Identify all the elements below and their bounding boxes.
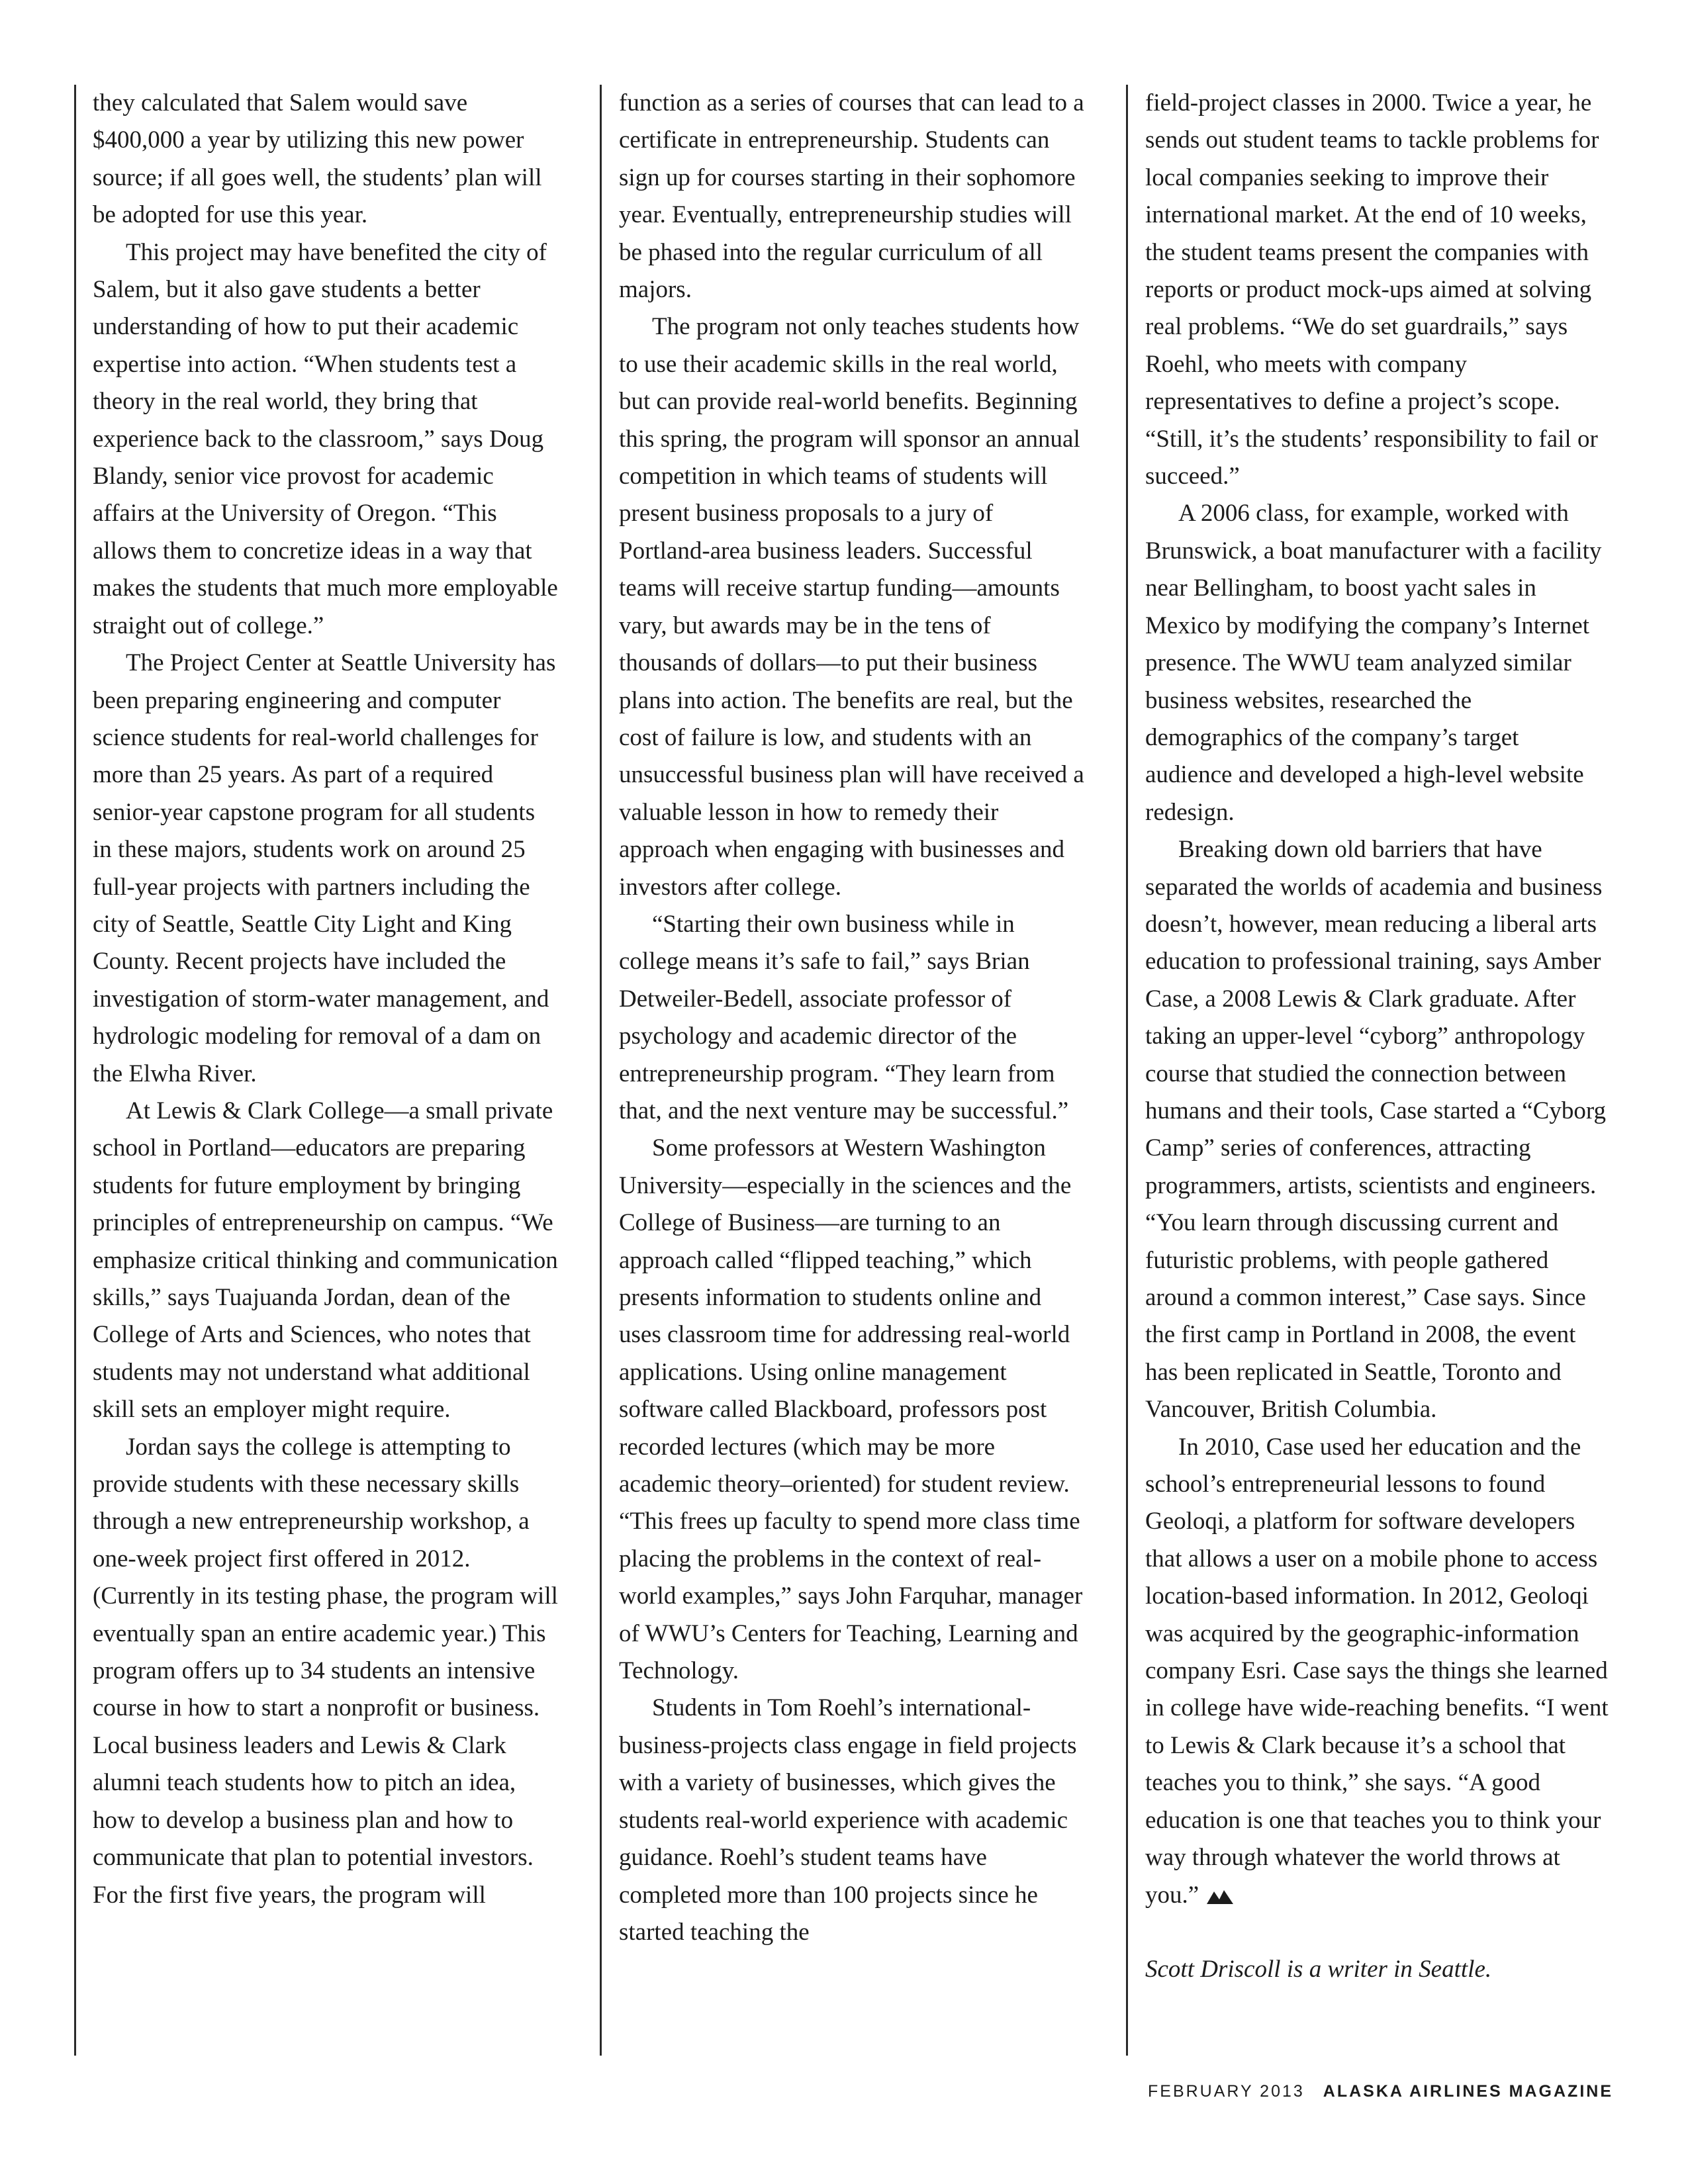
paragraph: The program not only teaches students how to use their academic skills in the real world, but can provide real-world benefits. Beginning this spring, the program will sponsor an annual competition in which teams of students will present business proposals to a jury of Portland-area business leaders. Successful teams will receive startup funding—amounts vary, but awards may be in the tens of thousands of dollars—to put their business plans into action. The benefits are real, but the cost of failure is low, and students with an unsuccessful business plan will have received a valuable lesson in how to remedy their approach when engaging with businesses and investors after college.	[619, 313, 1084, 901]
paragraph: Students in Tom Roehl’s international-business-projects class engage in field projects with a variety of businesses, which gives the students real-world experience with academic guidance. Roehl’s student teams have completed more than 100 projects since he started teaching the	[619, 1694, 1077, 1946]
paragraph: The Project Center at Seattle University has been preparing engineering and computer science students for real-world challenges for more than 25 years. As part of a required senior-year capstone program for all students in these majors, students work on around 25 full-year projects with partners including the city of Seattle, Seattle City Light and King County. Recent projects have included the investigation of storm-water management, and hydrologic modeling for removal of a dam on the Elwha River.	[93, 649, 556, 1087]
last-paragraph	[1145, 1429, 1612, 1914]
paragraph: they calculated that Salem would save $400,000 a year by utilizing this new power source; if all goes well, the students’ plan will be adopted for use this year.	[93, 89, 542, 229]
issue-date: FEBRUARY 2013	[1148, 2082, 1305, 2101]
column-rule-left	[74, 85, 76, 2056]
article-column-3	[1145, 85, 1612, 1989]
paragraph-text: In 2010, Case used her education and the school’s entrepreneurial lessons to found Geoloqi, a platform for software developers that allows a user on a mobile phone to access location-based information. In 2012, Geoloqi was acquired by the geographic-information company Esri. Case says the things she learned in college have wide-reaching benefits. “I went to Lewis & Clark because it’s a school that teaches you to think,” she says. “A good education is one that teaches you to think your way through whatever the world throws at you.”	[1145, 1433, 1609, 1909]
author-byline: Scott Driscoll is a writer in Seattle.	[1145, 1956, 1492, 1983]
article-column-2	[619, 85, 1086, 1951]
article-column-1	[93, 85, 559, 1914]
paragraph: Jordan says the college is attempting to provide students with these necessary skills through a new entrepreneurship workshop, a one-week project first offered in 2012. (Currently in its testing phase, the program will eventually span an entire academic year.) This program offers up to 34 students an intensive course in how to start a nonprofit or business. Local business leaders and Lewis & Clark alumni teach students how to pitch an idea, how to develop a business plan and how to communicate that plan to potential investors. For the first five years, the program will	[93, 1433, 558, 1909]
mountain-end-mark-icon	[1207, 1888, 1233, 1904]
paragraph: “Starting their own business while in college means it’s safe to fail,” says Brian Detweiler-Bedell, associate professor of psychology and academic director of the entrepreneurship program. “They learn from that, and the next venture may be successful.”	[619, 910, 1069, 1124]
paragraph: function as a series of courses that can lead to a certificate in entrepreneurship. Students can sign up for courses starting in their sophomore year. Eventually, entrepreneurship studies will be phased into the regular curriculum of all majors.	[619, 89, 1084, 304]
column-rule-middle	[600, 85, 602, 2056]
paragraph: Breaking down old barriers that have separated the worlds of academia and business doesn’t, however, mean reducing a liberal arts education to professional training, says Amber Case, a 2008 Lewis & Clark graduate. After taking an upper-level “cyborg” anthropology course that studied the connection between humans and their tools, Case started a “Cyborg Camp” series of conferences, attracting programmers, artists, scientists and engineers. “You learn through discussing current and futuristic problems, with people gathered around a common interest,” Case says. Since the first camp in Portland in 2008, the event has been replicated in Seattle, Toronto and Vancouver, British Columbia.	[1145, 836, 1607, 1424]
paragraph: This project may have benefited the city of Salem, but it also gave students a better understanding of how to put their academic expertise into action. “When students test a theory in the real world, they bring that experience back to the classroom,” says Doug Blandy, senior vice provost for academic affairs at the University of Oregon. “This allows them to concretize ideas in a way that makes the students that much more employable straight out of college.”	[93, 238, 558, 639]
paragraph: A 2006 class, for example, worked with Brunswick, a boat manufacturer with a facility near Bellingham, to boost yacht sales in Mexico by modifying the company’s Internet presence. The WWU team analyzed similar business websites, researched the demographics of the company’s target audience and developed a high-level website redesign.	[1145, 500, 1602, 826]
paragraph: field-project classes in 2000. Twice a year, he sends out student teams to tackle problems for local companies seeking to improve their international market. At the end of 10 weeks, the student teams present the companies with reports or product mock-ups aimed at solving real problems. “We do set guardrails,” says Roehl, who meets with company representatives to define a project’s scope. “Still, it’s the students’ responsibility to fail or succeed.”	[1145, 89, 1599, 490]
magazine-name: ALASKA AIRLINES MAGAZINE	[1323, 2082, 1613, 2101]
paragraph: Some professors at Western Washington University—especially in the sciences and the College of Business—are turning to an approach called “flipped teaching,” which presents information to students online and uses classroom time for addressing real-world applications. Using online management software called Blackboard, professors post recorded lectures (which may be more academic theory–oriented) for student review. “This frees up faculty to spend more class time placing the problems in the context of real-world examples,” says John Farquhar, manager of WWU’s Centers for Teaching, Learning and Technology.	[619, 1134, 1083, 1685]
column-rule-right	[1126, 85, 1128, 2056]
paragraph: At Lewis & Clark College—a small private school in Portland—educators are preparing students for future employment by bringing principles of entrepreneurship on campus. “We emphasize critical thinking and communication skills,” says Tuajuanda Jordan, dean of the College of Arts and Sciences, who notes that students may not understand what additional skill sets an employer might require.	[93, 1097, 558, 1424]
page-footer	[1148, 2082, 1613, 2101]
